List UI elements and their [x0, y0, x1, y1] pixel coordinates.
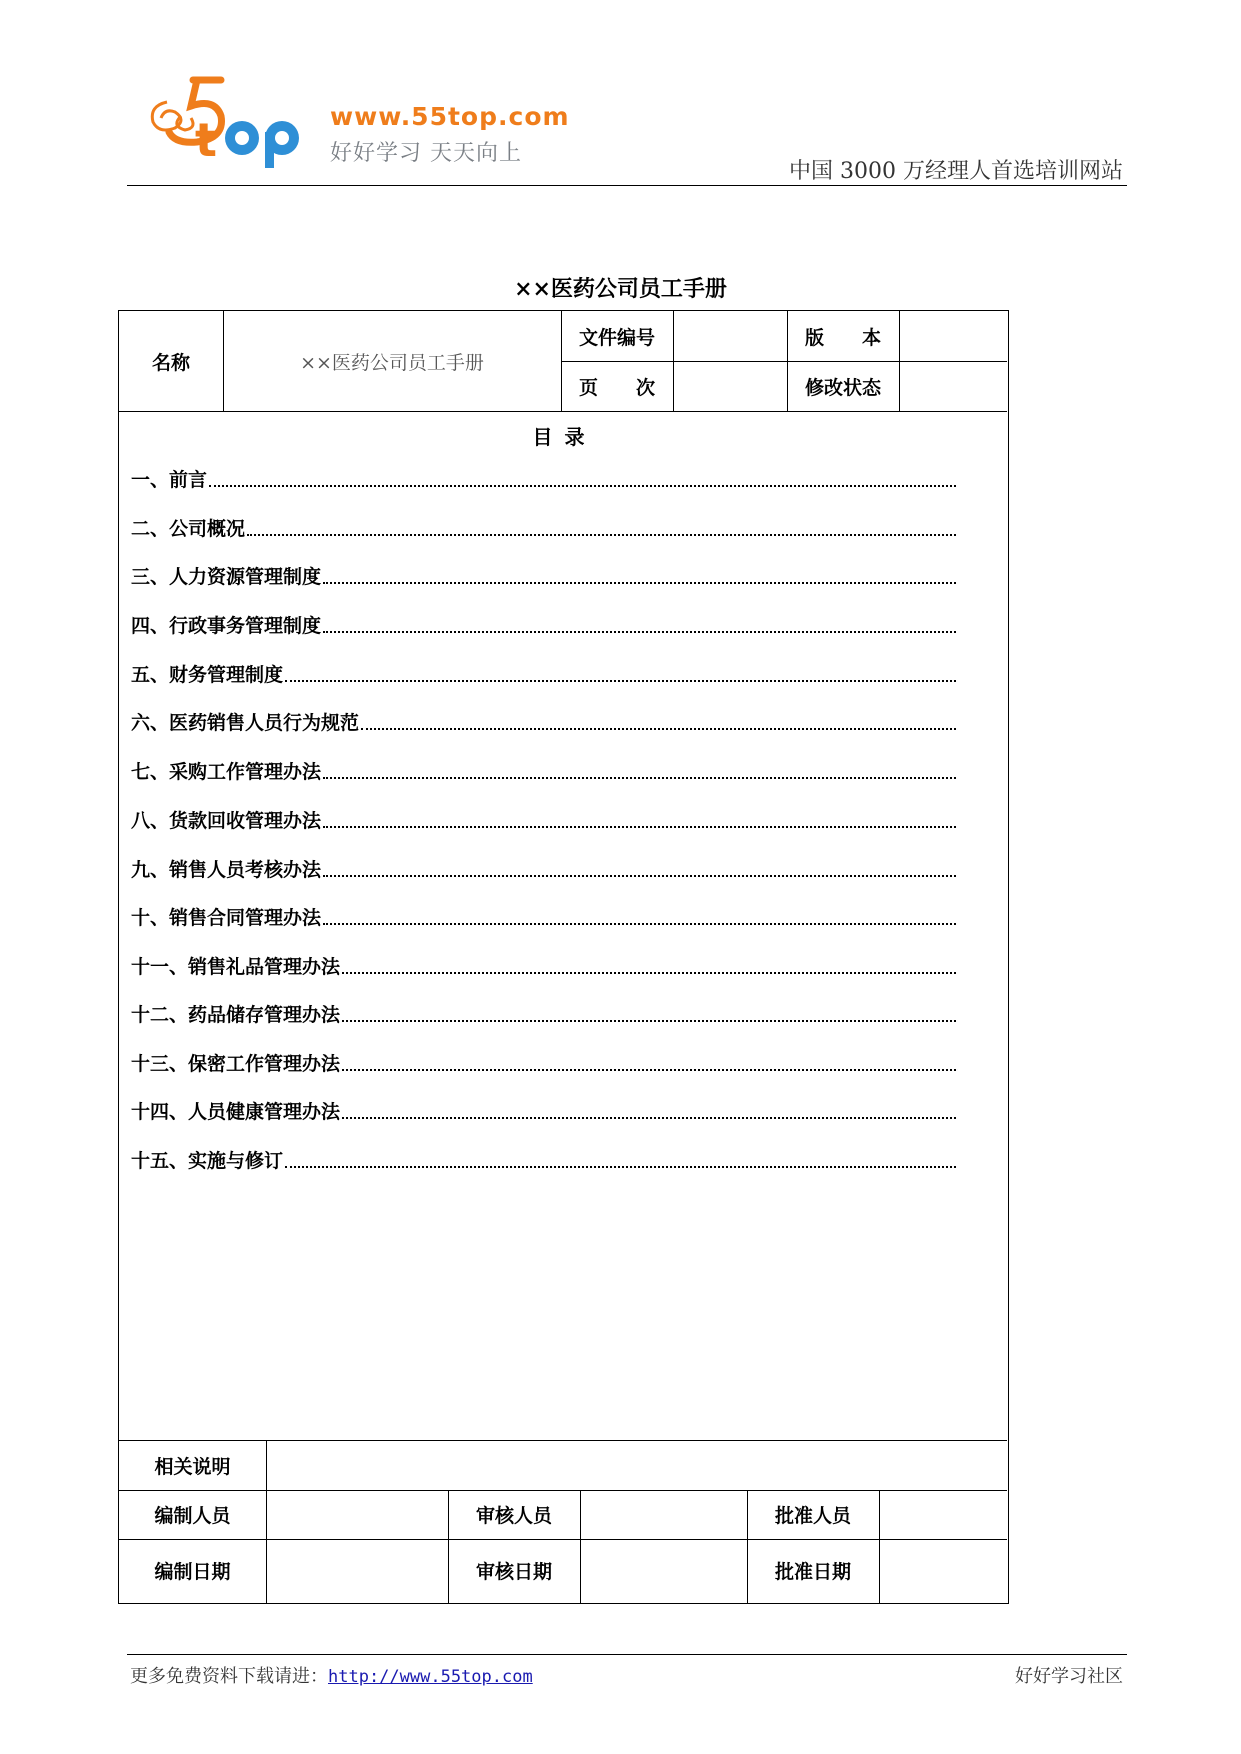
revision-label: 修改状态: [804, 376, 881, 399]
toc-item-label: 三、人力资源管理制度: [131, 566, 322, 588]
page-label: 页 次: [578, 376, 655, 399]
name-value: ××医药公司员工手册: [300, 351, 484, 374]
toc-leader-dots: [323, 826, 956, 828]
toc-item-label: 十三、保密工作管理办法: [131, 1053, 341, 1075]
toc-item-label: 十、销售合同管理办法: [131, 907, 322, 929]
toc-title: 目录: [532, 425, 597, 449]
approved-date-field[interactable]: [879, 1539, 1007, 1601]
toc-item-label: 十一、销售礼品管理办法: [131, 956, 341, 978]
header-divider: [127, 185, 1127, 186]
document-title: ××医药公司员工手册: [514, 276, 727, 302]
file-number-label: 文件编号: [578, 326, 655, 349]
manual-form: [118, 310, 1009, 1604]
toc-leader-dots: [323, 777, 956, 779]
toc-leader-dots: [247, 534, 956, 536]
toc-item-label: 七、采购工作管理办法: [131, 761, 322, 783]
logo-55top-mark-icon: [145, 72, 325, 172]
toc-leader-dots: [323, 582, 956, 584]
toc-item[interactable]: [131, 707, 956, 735]
toc-item[interactable]: [131, 464, 956, 492]
notes-label: 相关说明: [154, 1455, 231, 1478]
prepared-date-label: 编制日期: [154, 1560, 231, 1583]
toc-item-label: 八、货款回收管理办法: [131, 810, 322, 832]
header-tagline: 中国 3000 万经理人首选培训网站: [789, 159, 1123, 184]
footer-divider: [127, 1654, 1127, 1655]
toc-item[interactable]: [131, 513, 956, 541]
toc-item-label: 十五、实施与修订: [131, 1150, 284, 1172]
toc-item[interactable]: [131, 1145, 956, 1173]
page-field[interactable]: [673, 361, 787, 411]
reviewed-by-label: 审核人员: [475, 1505, 552, 1527]
svg-text:t: t: [195, 113, 217, 167]
toc-item[interactable]: [131, 610, 956, 638]
toc-item[interactable]: [131, 1096, 956, 1124]
footer-site-link[interactable]: http://www.55top.com: [328, 1667, 533, 1687]
toc-leader-dots: [342, 1020, 956, 1022]
toc-leader-dots: [361, 728, 956, 730]
footer-download-text: 更多免费资料下载请进：: [130, 1666, 328, 1687]
toc-item[interactable]: [131, 659, 956, 687]
revision-field[interactable]: [899, 361, 1007, 411]
file-number-field[interactable]: [673, 311, 787, 361]
toc-item[interactable]: [131, 951, 956, 979]
approved-by-label: 批准人员: [774, 1505, 851, 1527]
approved-by-field[interactable]: [879, 1490, 1007, 1539]
toc-leader-dots: [285, 680, 956, 682]
toc-leader-dots: [342, 1069, 956, 1071]
toc-item-label: 四、行政事务管理制度: [131, 615, 322, 637]
toc-item-label: 十四、人员健康管理办法: [131, 1101, 341, 1123]
version-field[interactable]: [899, 311, 1007, 361]
toc-leader-dots: [323, 631, 956, 633]
reviewed-date-field[interactable]: [580, 1539, 747, 1601]
logo-slogan: 好好学习 天天向上: [330, 141, 522, 166]
toc-item[interactable]: [131, 854, 956, 882]
toc-item[interactable]: [131, 1048, 956, 1076]
notes-field[interactable]: [266, 1440, 1007, 1490]
prepared-date-field[interactable]: [266, 1539, 448, 1601]
reviewed-by-field[interactable]: [580, 1490, 747, 1539]
prepared-by-field[interactable]: [266, 1490, 448, 1539]
toc-item-label: 九、销售人员考核办法: [131, 859, 322, 881]
toc-item[interactable]: [131, 902, 956, 930]
toc-leader-dots: [323, 875, 956, 877]
toc-leader-dots: [342, 1117, 956, 1119]
info-table-bottom-border: [119, 411, 1007, 412]
site-logo: [145, 72, 570, 172]
toc-item[interactable]: [131, 999, 956, 1027]
toc-item[interactable]: [131, 756, 956, 784]
toc-item-label: 一、前言: [131, 469, 208, 491]
footer-community: 好好学习社区: [1015, 1666, 1123, 1687]
toc-leader-dots: [285, 1166, 956, 1168]
toc-item[interactable]: [131, 561, 956, 589]
reviewed-date-label: 审核日期: [475, 1560, 552, 1583]
version-label: 版 本: [804, 326, 881, 349]
toc-item-label: 十二、药品储存管理办法: [131, 1004, 341, 1026]
toc-leader-dots: [323, 923, 956, 925]
toc-leader-dots: [209, 485, 956, 487]
toc-item-label: 五、财务管理制度: [131, 664, 284, 686]
footer-download-note: [130, 1662, 533, 1688]
toc-item[interactable]: [131, 805, 956, 833]
toc-item-label: 二、公司概况: [131, 518, 246, 540]
name-label: 名称: [151, 351, 190, 374]
logo-url: www.55top.com: [330, 102, 570, 131]
prepared-by-label: 编制人员: [154, 1505, 231, 1527]
approved-date-label: 批准日期: [774, 1560, 851, 1583]
toc-item-label: 六、医药销售人员行为规范: [131, 712, 360, 734]
toc-leader-dots: [342, 972, 956, 974]
